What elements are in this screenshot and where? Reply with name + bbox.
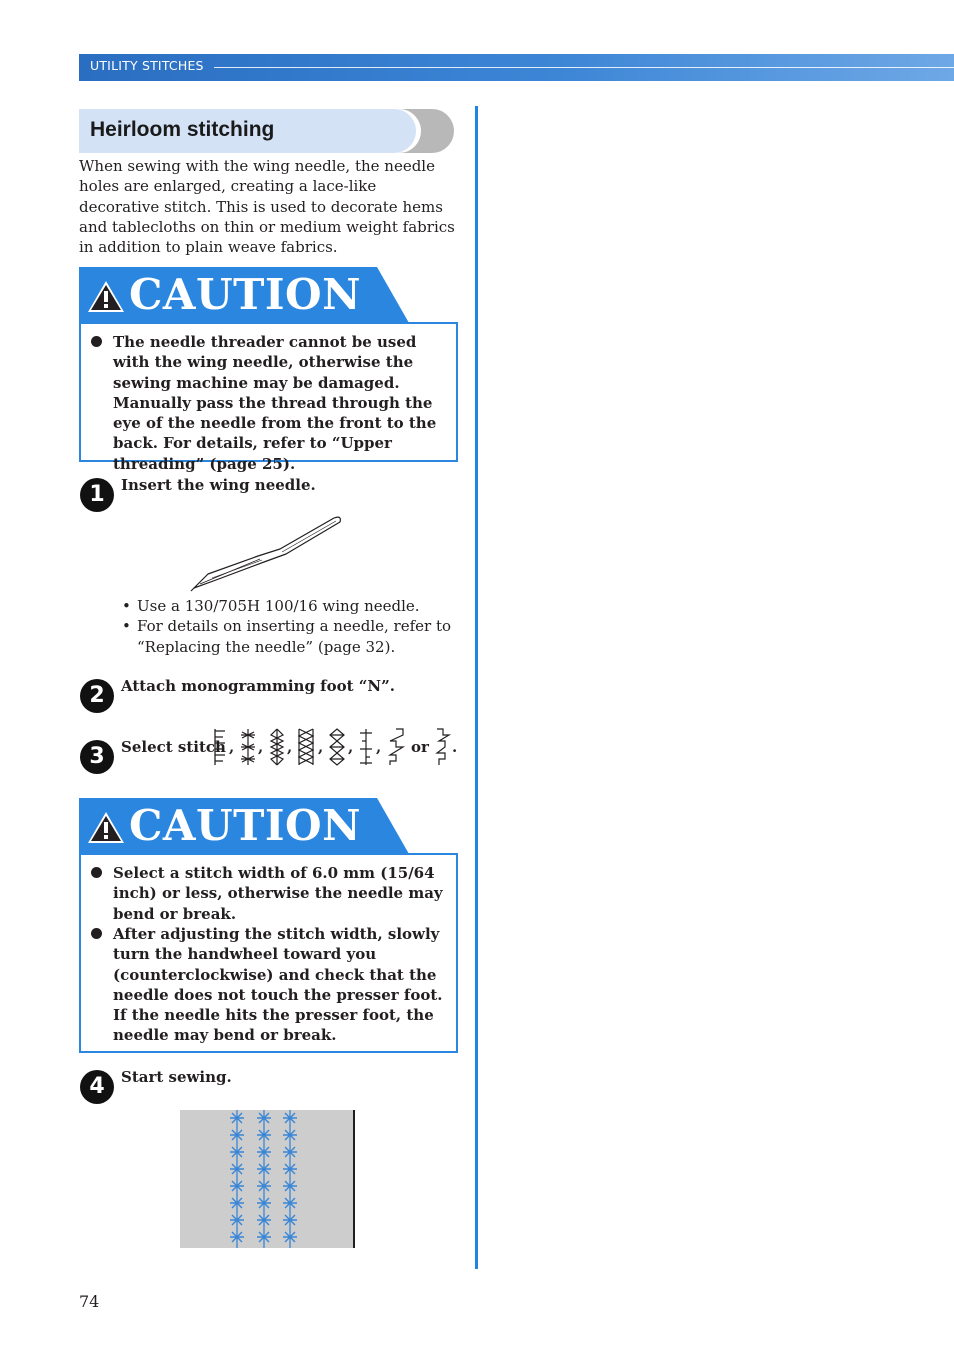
caution-box: [79, 322, 458, 473]
warning-triangle-icon: [87, 811, 125, 844]
step-label: Attach monogramming foot “N”.: [121, 677, 395, 695]
or-text: or: [411, 738, 429, 756]
warning-triangle-icon: [87, 280, 125, 313]
stitch-sample-illustration: [180, 1110, 355, 1248]
stitch-serpentine-icon[interactable]: [433, 727, 453, 767]
step-number: 2: [80, 679, 114, 713]
step-number: 3: [80, 740, 114, 774]
bullet-icon: [91, 336, 102, 347]
note-item: • Use a 130/705H 100/16 wing needle.: [122, 596, 452, 616]
bullet-icon: [91, 928, 102, 939]
section-label: UTILITY STITCHES: [90, 58, 204, 73]
bullet-icon: [91, 867, 102, 878]
stitch-separator: ,: [348, 738, 354, 756]
stitch-straight-ladder-icon[interactable]: [212, 727, 228, 767]
section-title: Heirloom stitching: [90, 118, 275, 141]
intro-paragraph: When sewing with the wing needle, the needle holes are enlarged, creating a lace-like decorative stitch. This is used to decorate hems and tablecloths on thin or medium weight fabrics in addition to plain weave fabrics.: [79, 157, 455, 257]
stitch-separator: ,: [376, 738, 382, 756]
caution-item-text: After adjusting the stitch width, slowly turn the handwheel toward you (counterclockwise) and check that the needle does not touch the presser foot. If the needle hits the presser foot, the needle may bend or break.: [113, 925, 443, 1045]
column-divider: [475, 106, 478, 1269]
end-period: .: [452, 738, 458, 756]
fabric-edge: [353, 1110, 355, 1248]
stitch-star-icon[interactable]: [238, 727, 258, 767]
stitch-separator: ,: [258, 738, 264, 756]
stitch-pattern: [180, 1110, 355, 1248]
stitch-cross-ladder-icon[interactable]: [358, 727, 374, 767]
stitch-braid-icon[interactable]: [267, 727, 287, 767]
stitch-diamond-icon[interactable]: [327, 727, 347, 767]
caution-title: CAUTION: [129, 270, 362, 319]
step-label: Select stitch: [121, 738, 226, 756]
step-number: 1: [80, 478, 114, 512]
step-number: 4: [80, 1070, 114, 1104]
step-notes: [122, 596, 452, 657]
step-label: Start sewing.: [121, 1068, 232, 1086]
caution-item-text: The needle threader cannot be used with the wing needle, otherwise the sewing machine may be damaged. Manually pass the thread through the eye of the needle from the front to the back. For details, refer to “Upper threading” (page 25).: [113, 333, 437, 473]
stitch-separator: ,: [287, 738, 293, 756]
header-rule: [214, 67, 954, 68]
stitch-boxed-zigzag-icon[interactable]: [296, 727, 316, 767]
step-label: Insert the wing needle.: [121, 476, 316, 494]
note-item: • For details on inserting a needle, refer to “Replacing the needle” (page 32).: [122, 616, 452, 657]
page-number: 74: [79, 1292, 100, 1311]
stitch-separator: ,: [318, 738, 324, 756]
wing-needle-illustration: [188, 512, 348, 592]
caution-title: CAUTION: [129, 801, 362, 850]
stitch-zigzag-step-icon[interactable]: [386, 727, 406, 767]
caution-item-text: Select a stitch width of 6.0 mm (15/64 inch) or less, otherwise the needle may bend or break.: [113, 864, 443, 923]
caution-box: [79, 853, 458, 1053]
stitch-separator: ,: [229, 738, 235, 756]
